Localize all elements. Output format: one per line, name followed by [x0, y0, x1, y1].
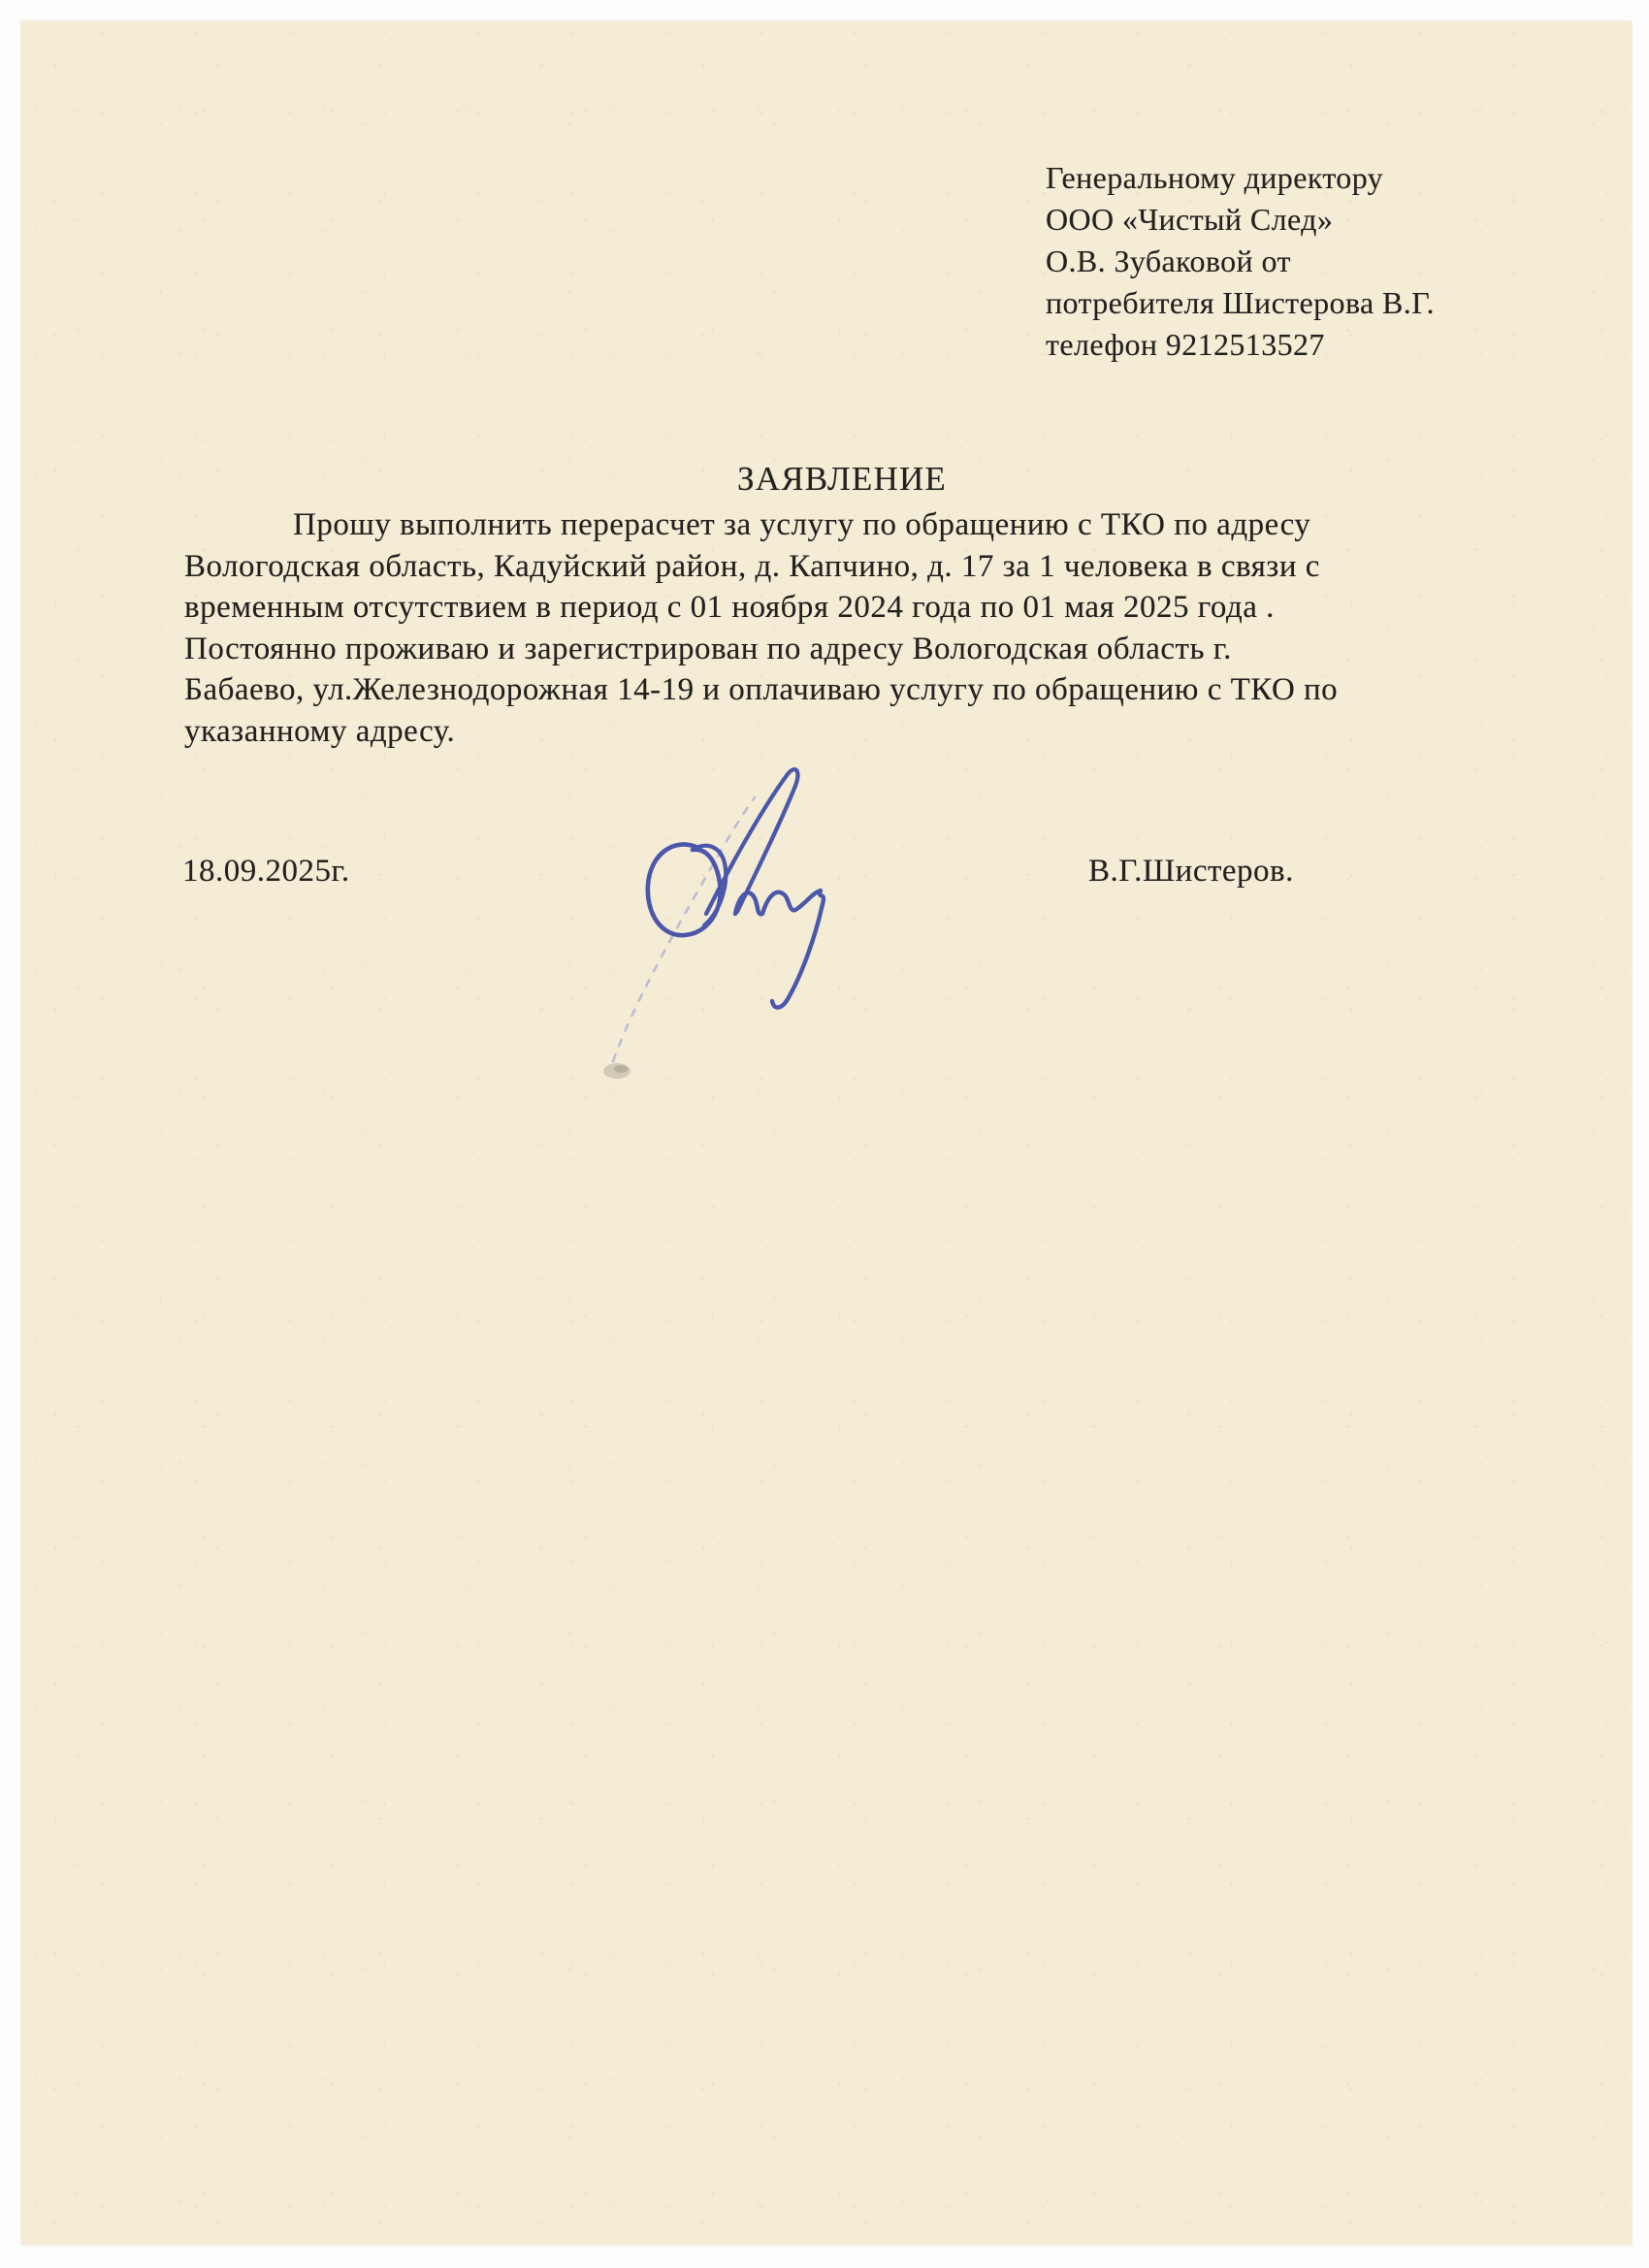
- signature-humps: [735, 891, 824, 1008]
- date-text: 18.09.2025г.: [182, 854, 350, 889]
- body-line: Постоянно проживаю и зарегистрирован по адресу Вологодская область г.: [184, 631, 1232, 666]
- body-line: указанному адресу.: [184, 713, 456, 749]
- signatory-name: В.Г.Шистеров.: [1088, 854, 1294, 889]
- addressee-line: О.В. Зубаковой от: [1046, 243, 1291, 278]
- body-line: временным отсутствием в период с 01 ноября 2024 года по 01 мая 2025 года .: [184, 590, 1275, 625]
- addressee-line: Генеральному директору: [1046, 160, 1384, 195]
- body-line: Прошу выполнить перерасчет за услугу по обращению с ТКО по адресу: [293, 507, 1311, 542]
- addressee-line: потребителя Шистерова В.Г.: [1046, 285, 1435, 320]
- body-paragraph: [184, 504, 1537, 752]
- addressee-line: ООО «Чистый След»: [1046, 202, 1334, 237]
- addressee-line: телефон 9212513527: [1046, 327, 1325, 362]
- document-title: ЗАЯВЛЕНИЕ: [736, 460, 947, 498]
- document-page: [21, 21, 1632, 2245]
- body-line: Бабаево, ул.Железнодорожная 14-19 и оплачиваю услугу по обращению с ТКО по: [184, 672, 1339, 707]
- signature-upstroke: [613, 797, 755, 1061]
- signature-ink: [563, 747, 854, 1086]
- body-line: Вологодская область, Кадуйский район, д. Капчино, д. 17 за 1 человека в связи с: [184, 548, 1320, 584]
- addressee-block: [1046, 157, 1589, 366]
